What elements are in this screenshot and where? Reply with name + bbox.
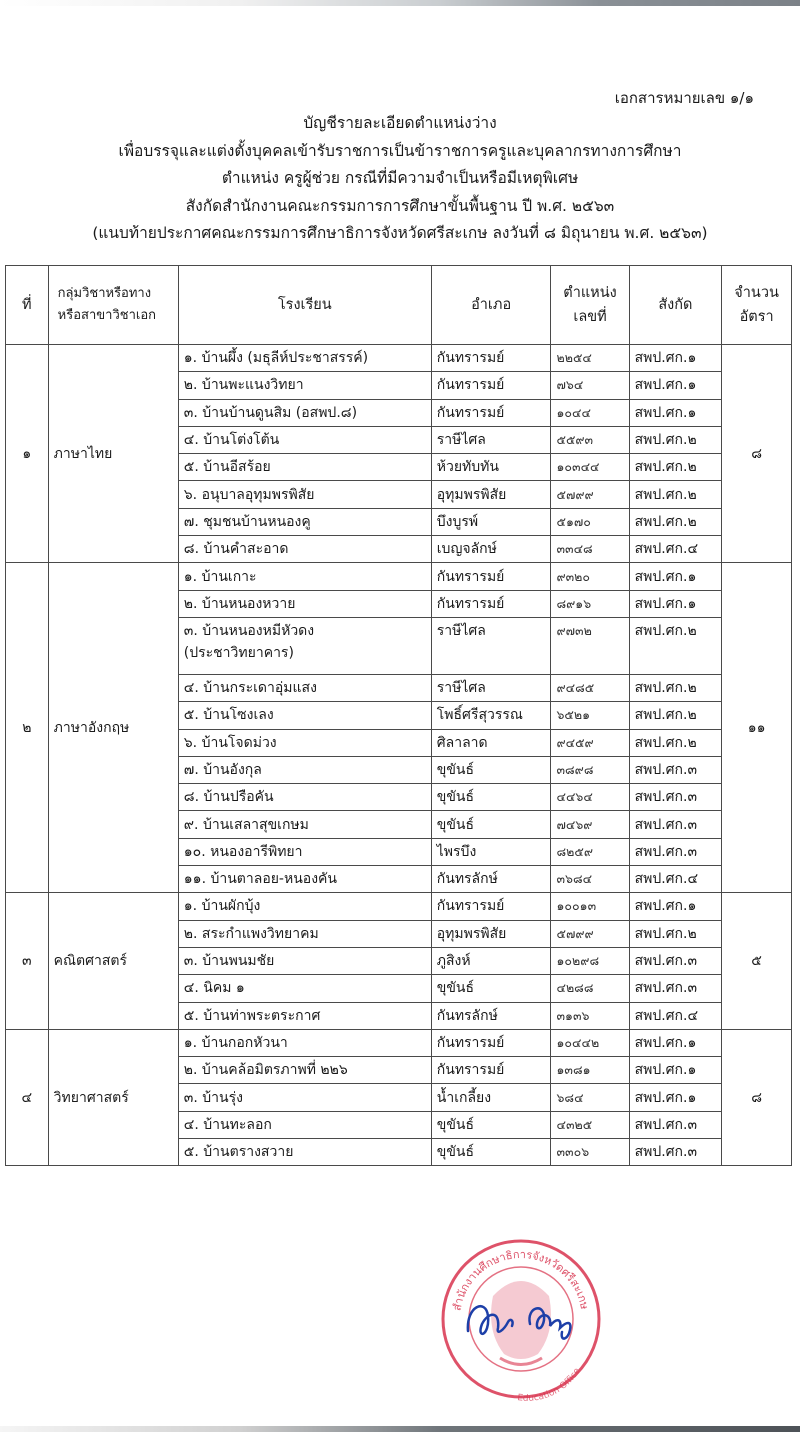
heading-line: บัญชีรายละเอียดตำแหน่งว่าง (303, 114, 497, 132)
amphoe: กันทรารมย์ (431, 590, 551, 617)
position-number: ๖๕๒๑ (551, 702, 629, 729)
affiliation: สพป.ศก.๓ (629, 811, 722, 838)
affiliation: สพป.ศก.๒ (629, 729, 722, 756)
subject-group: คณิตศาสตร์ (48, 893, 178, 1029)
position-number: ๕๗๙๙ (551, 920, 629, 947)
school-name: ๑๑. บ้านตาลอย-หนองคัน (178, 866, 431, 893)
amphoe: กันทรารมย์ (431, 1029, 551, 1056)
position-number: ๓๖๘๔ (551, 866, 629, 893)
affiliation: สพป.ศก.๓ (629, 1111, 722, 1138)
affiliation: สพป.ศก.๒ (629, 674, 722, 701)
school-name: ๕. บ้านตรางสวาย (178, 1139, 431, 1166)
position-number: ๔๔๖๔ (551, 784, 629, 811)
school-name: ๘. บ้านคำสะอาด (178, 536, 431, 563)
position-number: ๒๒๕๔ (551, 345, 629, 372)
table-row (6, 563, 792, 590)
amphoe: ราษีไศล (431, 426, 551, 453)
affiliation: สพป.ศก.๑ (629, 1057, 722, 1084)
position-number: ๓๓๔๘ (551, 536, 629, 563)
school-name: ๒. สระกำแพงวิทยาคม (178, 920, 431, 947)
amphoe: อุทุมพรพิสัย (431, 920, 551, 947)
amphoe: กันทรลักษ์ (431, 866, 551, 893)
position-number: ๗๖๔ (551, 372, 629, 399)
school-name: ๑. บ้านผึ้ง (มธุลีห์ประชาสรรค์) (178, 345, 431, 372)
amphoe: ขุขันธ์ (431, 756, 551, 783)
position-number: ๑๐๔๔๒ (551, 1029, 629, 1056)
affiliation: สพป.ศก.๓ (629, 756, 722, 783)
amphoe: ขุขันธ์ (431, 811, 551, 838)
school-name: ๗. บ้านอังกุล (178, 756, 431, 783)
document-number: เอกสารหมายเลข ๑/๑ (614, 89, 754, 107)
position-number: ๓๘๙๘ (551, 756, 629, 783)
amphoe: ไพรบึง (431, 838, 551, 865)
affiliation: สพป.ศก.๓ (629, 947, 722, 974)
position-number: ๑๐๓๔๔ (551, 454, 629, 481)
position-number: ๓๑๓๖ (551, 1002, 629, 1029)
position-number: ๑๓๘๑ (551, 1057, 629, 1084)
position-number: ๑๐๔๔ (551, 399, 629, 426)
school-name: ๔. นิคม ๑ (178, 975, 431, 1002)
heading-line: (แนบท้ายประกาศคณะกรรมการศึกษาธิการจังหวัดศรีสะเกษ ลงวันที่ ๘ มิถุนายน พ.ศ. ๒๕๖๓) (92, 224, 708, 242)
position-number: ๘๙๑๖ (551, 590, 629, 617)
table-header-row (6, 266, 792, 345)
school-name: ๖. บ้านโจดม่วง (178, 729, 431, 756)
school-name: ๓. บ้านพนมชัย (178, 947, 431, 974)
affiliation: สพป.ศก.๒ (629, 508, 722, 535)
affiliation: สพป.ศก.๓ (629, 1139, 722, 1166)
subject-group: ภาษาอังกฤษ (48, 563, 178, 893)
school-name: ๑. บ้านผักบุ้ง (178, 893, 431, 920)
amphoe: กันทรารมย์ (431, 563, 551, 590)
affiliation: สพป.ศก.๒ (629, 617, 722, 674)
affiliation: สพป.ศก.๑ (629, 563, 722, 590)
affiliation: สพป.ศก.๒ (629, 454, 722, 481)
amphoe: ขุขันธ์ (431, 784, 551, 811)
amphoe: ขุขันธ์ (431, 975, 551, 1002)
school-name: ๕. บ้านอีสร้อย (178, 454, 431, 481)
affiliation: สพป.ศก.๔ (629, 536, 722, 563)
position-number: ๙๗๓๒ (551, 617, 629, 674)
amphoe: น้ำเกลี้ยง (431, 1084, 551, 1111)
position-number: ๖๘๔ (551, 1084, 629, 1111)
position-number: ๕๑๗๐ (551, 508, 629, 535)
table-row (6, 893, 792, 920)
position-number: ๔๒๘๘ (551, 975, 629, 1002)
affiliation: สพป.ศก.๑ (629, 372, 722, 399)
position-number: ๙๓๒๐ (551, 563, 629, 590)
affiliation: สพป.ศก.๒ (629, 920, 722, 947)
heading-line: เพื่อบรรจุและแต่งตั้งบุคคลเข้ารับราชการเป็นข้าราชการครูและบุคลากรทางการศึกษา (118, 141, 682, 160)
affiliation: สพป.ศก.๒ (629, 426, 722, 453)
row-number: ๑ (6, 345, 49, 563)
position-number: ๕๗๙๙ (551, 481, 629, 508)
school-name: ๔. บ้านกระเดาอุ่มแสง (178, 674, 431, 701)
position-number: ๗๔๖๙ (551, 811, 629, 838)
school-name: ๕. บ้านท่าพระตระกาศ (178, 1002, 431, 1029)
header-amphoe: อำเภอ (431, 266, 551, 345)
subject-group: วิทยาศาสตร์ (48, 1029, 178, 1165)
school-name: ๙. บ้านเสลาสุขเกษม (178, 811, 431, 838)
amphoe: เบญจลักษ์ (431, 536, 551, 563)
scan-top-edge (0, 0, 800, 6)
amphoe: ภูสิงห์ (431, 947, 551, 974)
document-heading (0, 110, 800, 248)
position-number: ๙๔๘๕ (551, 674, 629, 701)
amphoe: ขุขันธ์ (431, 1139, 551, 1166)
scan-bottom-edge (0, 1426, 800, 1432)
amphoe: ขุขันธ์ (431, 1111, 551, 1138)
position-number: ๑๐๒๙๘ (551, 947, 629, 974)
affiliation: สพป.ศก.๑ (629, 399, 722, 426)
affiliation: สพป.ศก.๑ (629, 1084, 722, 1111)
svg-text:Education Office: Education Office (516, 1366, 583, 1402)
position-number: ๘๒๕๙ (551, 838, 629, 865)
position-number: ๔๓๒๕ (551, 1111, 629, 1138)
amphoe: กันทรารมย์ (431, 399, 551, 426)
heading-line: ตำแหน่ง ครูผู้ช่วย กรณีที่มีความจำเป็นหรือมีเหตุพิเศษ (221, 169, 579, 187)
affiliation: สพป.ศก.๑ (629, 893, 722, 920)
school-name: ๓. บ้านบ้านดูนสิม (อสพป.๘) (178, 399, 431, 426)
table-row (6, 1029, 792, 1056)
school-name: ๔. บ้านทะลอก (178, 1111, 431, 1138)
header-affiliation: สังกัด (629, 266, 722, 345)
school-name: ๖. อนุบาลอุทุมพรพิสัย (178, 481, 431, 508)
table-row (6, 345, 792, 372)
row-number: ๓ (6, 893, 49, 1029)
header-school: โรงเรียน (178, 266, 431, 345)
amphoe: บึงบูรพ์ (431, 508, 551, 535)
affiliation: สพป.ศก.๔ (629, 866, 722, 893)
position-number: ๓๓๐๖ (551, 1139, 629, 1166)
school-name: ๑๐. หนองอารีพิทยา (178, 838, 431, 865)
header-count: จำนวน อัตรา (722, 266, 792, 345)
row-number: ๔ (6, 1029, 49, 1165)
school-name: ๒. บ้านพะแนงวิทยา (178, 372, 431, 399)
official-seal-icon (438, 1236, 604, 1402)
position-number: ๕๕๙๓ (551, 426, 629, 453)
amphoe: กันทรลักษ์ (431, 1002, 551, 1029)
position-number: ๙๔๕๙ (551, 729, 629, 756)
affiliation: สพป.ศก.๑ (629, 345, 722, 372)
heading-line: สังกัดสำนักงานคณะกรรมการการศึกษาขั้นพื้นฐาน ปี พ.ศ. ๒๕๖๓ (185, 196, 615, 215)
amphoe: อุทุมพรพิสัย (431, 481, 551, 508)
position-number: ๑๐๐๑๓ (551, 893, 629, 920)
affiliation: สพป.ศก.๑ (629, 1029, 722, 1056)
affiliation: สพป.ศก.๒ (629, 702, 722, 729)
school-name: ๘. บ้านปรือคัน (178, 784, 431, 811)
affiliation: สพป.ศก.๓ (629, 975, 722, 1002)
affiliation: สพป.ศก.๔ (629, 1002, 722, 1029)
svg-text:สำนักงานศึกษาธิการจังหวัดศรีสะ: สำนักงานศึกษาธิการจังหวัดศรีสะเกษ (450, 1247, 592, 1313)
amphoe: กันทรารมย์ (431, 345, 551, 372)
header-no: ที่ (6, 266, 49, 345)
school-name: ๗. ชุมชนบ้านหนองคู (178, 508, 431, 535)
school-name: ๕. บ้านโซงเลง (178, 702, 431, 729)
school-name: ๑. บ้านเกาะ (178, 563, 431, 590)
amphoe: กันทรารมย์ (431, 372, 551, 399)
amphoe: ห้วยทับทัน (431, 454, 551, 481)
vacancy-count: ๘ (722, 345, 792, 563)
row-number: ๒ (6, 563, 49, 893)
vacancy-count: ๘ (722, 1029, 792, 1165)
subject-group: ภาษาไทย (48, 345, 178, 563)
amphoe: โพธิ์ศรีสุวรรณ (431, 702, 551, 729)
affiliation: สพป.ศก.๓ (629, 838, 722, 865)
affiliation: สพป.ศก.๑ (629, 590, 722, 617)
amphoe: กันทรารมย์ (431, 1057, 551, 1084)
amphoe: กันทรารมย์ (431, 893, 551, 920)
header-position-number: ตำแหน่ง เลขที่ (551, 266, 629, 345)
amphoe: ราษีไศล (431, 617, 551, 674)
amphoe: ศิลาลาด (431, 729, 551, 756)
vacancy-count: ๕ (722, 893, 792, 1029)
school-name: ๓. บ้านรุ่ง (178, 1084, 431, 1111)
school-name: ๓. บ้านหนองหมีหัวดง (ประชาวิทยาคาร) (178, 617, 431, 674)
affiliation: สพป.ศก.๓ (629, 784, 722, 811)
amphoe: ราษีไศล (431, 674, 551, 701)
vacancy-count: ๑๑ (722, 563, 792, 893)
school-name: ๔. บ้านโต่งโต้น (178, 426, 431, 453)
school-name: ๒. บ้านคล้อมิตรภาพที่ ๒๒๖ (178, 1057, 431, 1084)
school-name: ๑. บ้านกอกหัวนา (178, 1029, 431, 1056)
school-name: ๒. บ้านหนองหวาย (178, 590, 431, 617)
vacancy-table (5, 265, 792, 1166)
affiliation: สพป.ศก.๒ (629, 481, 722, 508)
header-subject-group: กลุ่มวิชาหรือทาง หรือสาขาวิชาเอก (48, 266, 178, 345)
